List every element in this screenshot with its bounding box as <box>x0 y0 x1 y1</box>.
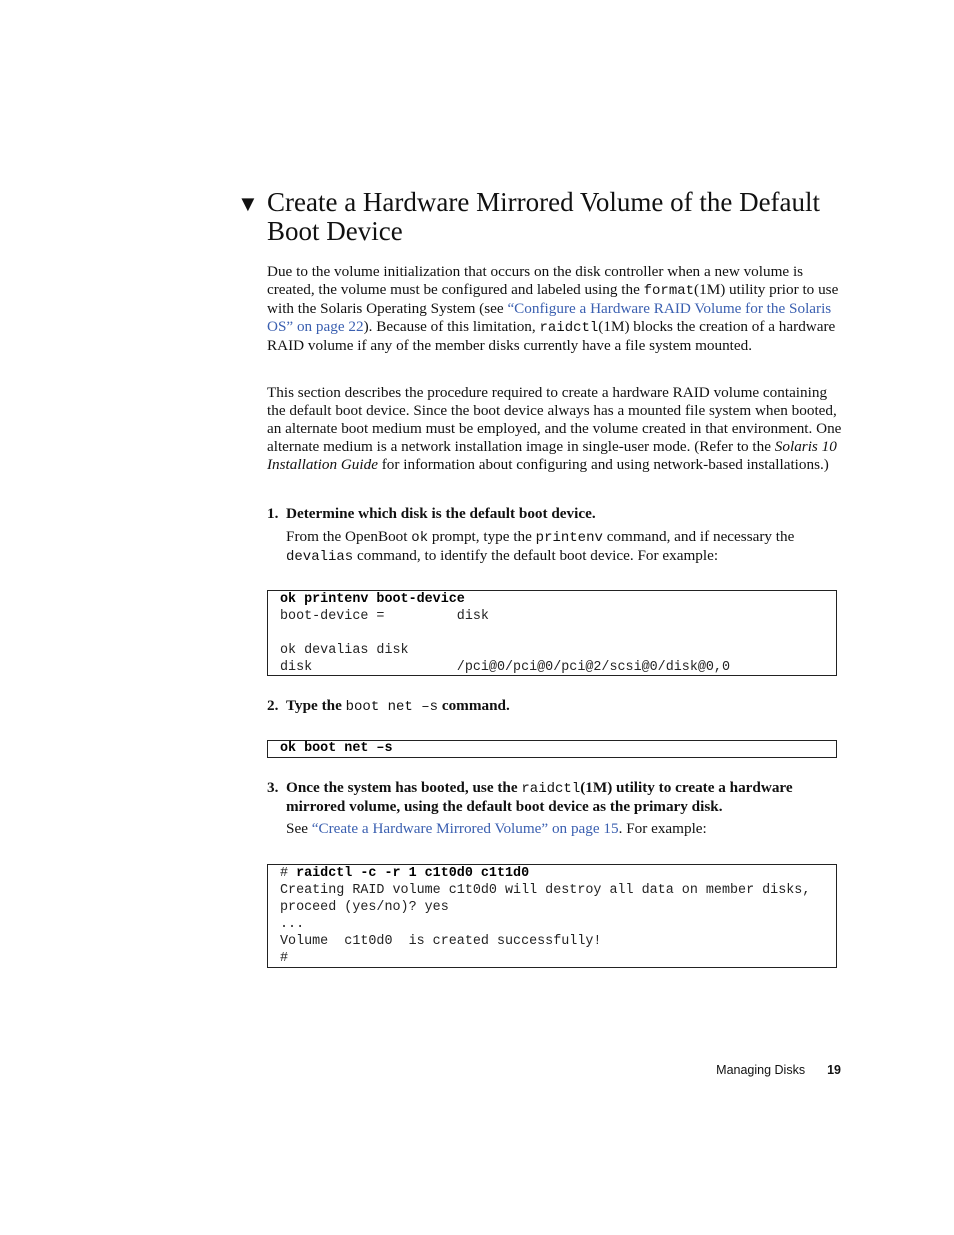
link-configure-raid[interactable]: “Configure a Hardware RAID Volume for the Solaris OS” on page 22 <box>267 300 832 335</box>
step-1-title: 1. Determine which disk is the default boot device. <box>267 505 596 522</box>
inline-code-format: format <box>643 283 695 299</box>
book-title: Solaris 10 Installation Guide <box>267 438 837 473</box>
step-2-title: 2. Type the boot net –s command. <box>267 697 510 715</box>
link-create-mirrored-volume[interactable]: “Create a Hardware Mirrored Volume” on page 15 <box>311 820 619 837</box>
step-1-body: From the OpenBoot ok prompt, type the printenv command, and if necessary the devalias command, to identify the default boot device. For example: <box>286 528 795 565</box>
page-footer <box>600 1063 841 1077</box>
step-3-body: See “Create a Hardware Mirrored Volume” on page 15. For example: <box>286 820 707 837</box>
intro-paragraph-1: Due to the volume initialization that occurs on the disk controller when a new volume is created, the volume must be configured and labeled using the format(1M) utility prior to use with the Solaris Operating System (see “Configure a Hardware RAID Volume for the Solaris OS” on page 22). Because of this limitation, raidctl(1M) blocks the creation of a hardware RAID volume if any of the member disks currently have a file system mounted. <box>267 263 839 354</box>
footer-section-title: Managing Disks <box>716 1063 806 1077</box>
heading-title: Create a Hardware Mirrored Volume of the Default Boot Device <box>267 187 821 246</box>
section-heading <box>237 188 857 246</box>
code-block-raidctl: # raidctl -c -r 1 c1t0d0 c1t1d0 Creating RAID volume c1t0d0 will destroy all data on member disks, proceed (yes/no)? yes ... Volume c1t0d0 is created successfully! # <box>267 864 837 968</box>
code-block-boot-device: ok printenv boot-device boot-device = disk ok devalias disk disk /pci@0/pci@0/pci@2/scsi@0/disk@0,0 <box>267 590 837 676</box>
inline-code-raidctl: raidctl <box>539 320 599 336</box>
page-number: 19 <box>827 1063 841 1077</box>
step-3-title: 3. Once the system has booted, use the raidctl(1M) utility to create a hardware mirrored volume, using the default boot device as the primary disk. <box>267 779 793 815</box>
intro-paragraph-2: This section describes the procedure required to create a hardware RAID volume containing the default boot device. Since the boot device always has a mounted file system when booted, an alternate boot medium must be employed, and the volume created in that environment. One alternate medium is a network installation image in single-user mode. (Refer to the Solaris 10 Installation Guide for information about configuring and using network-based installations.) <box>267 384 842 473</box>
code-block-boot-net: ok boot net –s <box>267 740 837 758</box>
triangle-marker-icon: ▼ <box>237 191 259 216</box>
